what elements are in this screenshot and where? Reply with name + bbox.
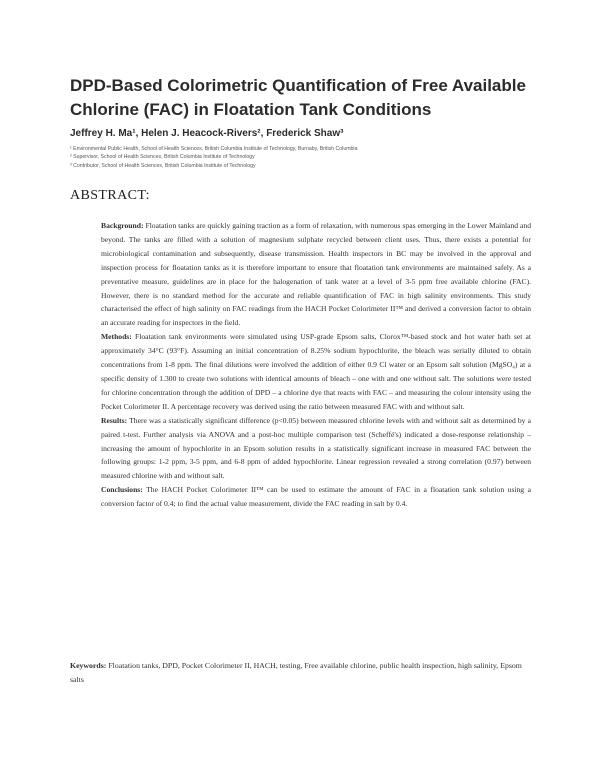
background-paragraph bbox=[101, 219, 531, 330]
methods-label: Methods: bbox=[101, 332, 132, 342]
affiliation-1: ¹ Environmental Public Health, School of Health Sciences, British Columbia Institute of Technology, Burnaby, British Columbia bbox=[70, 146, 358, 152]
author-list: Jeffrey H. Ma¹, Helen J. Heacock-Rivers², Frederick Shaw³ bbox=[70, 128, 344, 139]
keywords-label: Keywords: bbox=[70, 661, 107, 670]
affiliation-3: ³ Contributor, School of Health Sciences, British Columbia Institute of Technology bbox=[70, 162, 256, 169]
keywords-text: Floatation tanks, DPD, Pocket Colorimeter II, HACH, testing, Free available chlorine, public health inspection, high salinity, Epsom salts bbox=[70, 661, 522, 684]
results-label: Results: bbox=[101, 415, 128, 425]
abstract-heading: ABSTRACT: bbox=[70, 188, 150, 203]
methods-paragraph bbox=[101, 330, 531, 413]
conclusions-label: Conclusions: bbox=[101, 485, 143, 495]
background-label: Background: bbox=[101, 221, 144, 230]
keywords bbox=[70, 659, 535, 686]
conclusions-paragraph bbox=[101, 483, 531, 511]
conclusions-text: The HACH Pocket Colorimeter II™ can be used to estimate the amount of FAC in a floatation tank solution using a conversion factor of 0.4; to find the actual value measurement, divide the FAC reading in salt by 0.4. bbox=[101, 485, 531, 509]
background-text: Floatation tanks are quickly gaining traction as a form of relaxation, with numerous spas emerging in the Lower Mainland and beyond. The tanks are filled with a solution of magnesium sulphate recycled between client uses. Thus, there exists a potential for microbiological contamination and subsequently, disease transmission. Health inspectors in BC may be involved in the approval and inspection process for floatation tanks as it is therefore important to ensure that floatation tank environments are maintained safely. As a preventative measure, guidelines are in place for the halogenation of tank water at a level of 3-5 ppm free available chlorine (FAC). However, there is no standard method for the accurate and reliable quantification of FAC in high salinity environments. This study characterised the effect of high salinity on FAC readings from the HACH Pocket Colorimeter II™ and derived a conversion factor to obtain an accurate reading for inspectors in the field. bbox=[101, 221, 531, 328]
abstract-body bbox=[101, 219, 531, 511]
paper-title: DPD-Based Colorimetric Quantification of Free Available Chlorine (FAC) in Floatation Tank Conditions bbox=[70, 76, 526, 119]
results-paragraph bbox=[101, 414, 531, 484]
affiliation-2: ² Supervisor, School of Health Sciences, British Columbia Institute of Technology bbox=[70, 154, 255, 161]
methods-text: Floatation tank environments were simulated using USP-grade Epsom salts, Clorox™-based stock and hot water bath set at approximately 34°C (93°F). Assuming an initial concentration of 8.25% sodium hypochlorite, the bleach was serially diluted to obtain concentrations from 1-8 ppm. The final dilutions were involved the addition of either 0.9 Cl water or an Epsom salt solution (MgSO₄) at a specific density of 1.300 to create two solutions with identical amounts of bleach – one with and one without salt. The solutions were tested for chlorine concentration through the addition of DPD – a chlorine dye that reacts with FAC – and measuring the colour intensity using the Pocket Colorimeter II. A percentage recovery was derived using the ratio between measured FAC with and without salt. bbox=[101, 332, 531, 411]
results-text: There was a statistically significant difference (p<0.05) between measured chlorine levels with and without salt as determined by a paired t-test. Further analysis via ANOVA and a post-hoc multiple comparison test (Scheffé's) indicated a dose-response relationship – increasing the amount of hypochlorite in an Epsom solution results in a statistically significant increase in measured FAC between the following groups: 1-2 ppm, 3-5 ppm, and 6-8 ppm of added hypochlorite. Linear regression revealed a strong correlation (0.97) between measured chlorine with and without salt. bbox=[101, 415, 531, 481]
affiliations bbox=[70, 145, 540, 170]
